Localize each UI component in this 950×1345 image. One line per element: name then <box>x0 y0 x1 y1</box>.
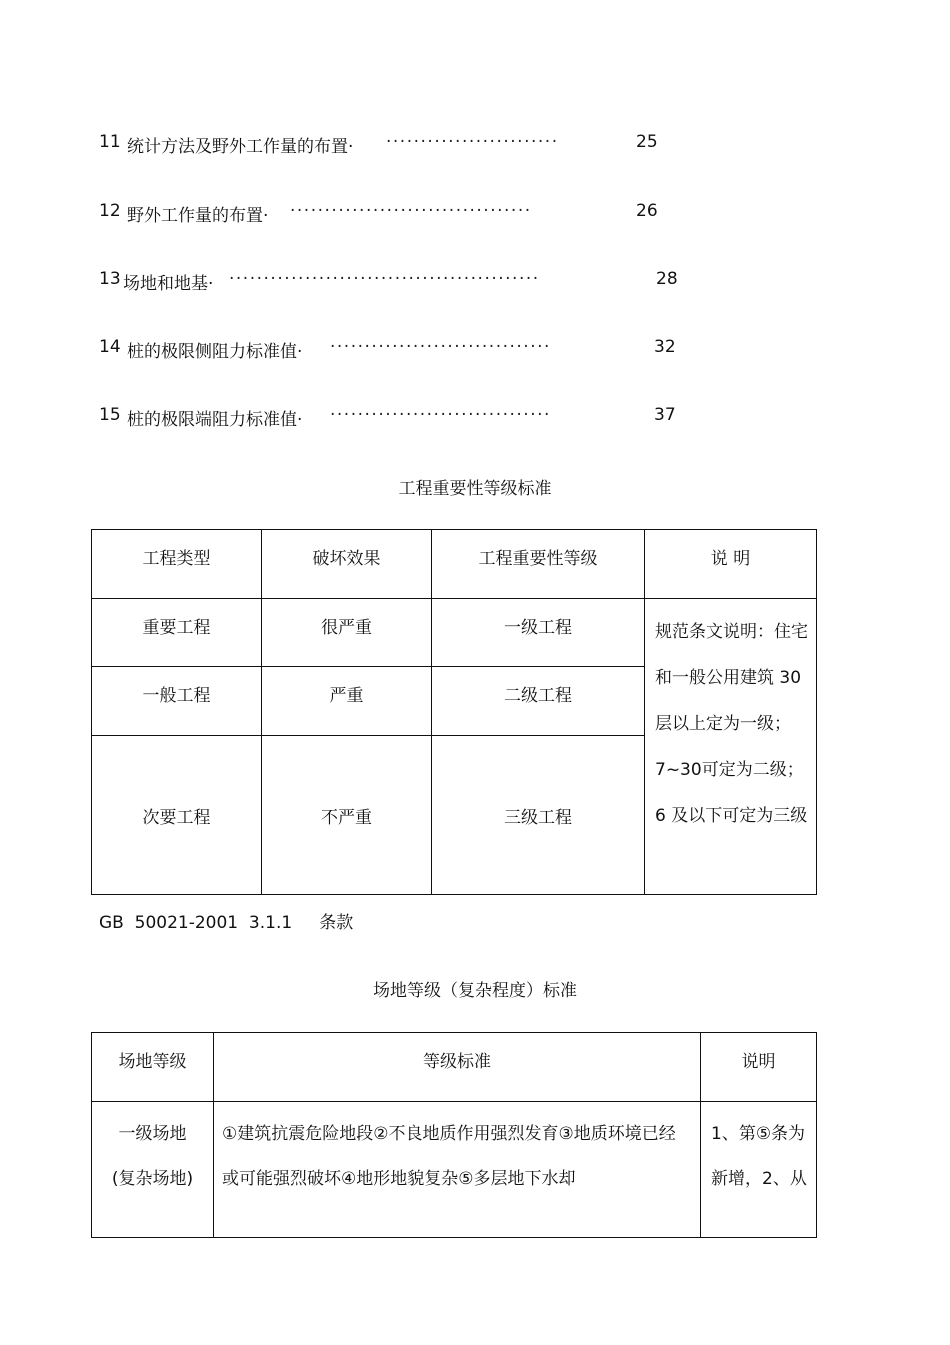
standard-reference: GB 50021-2001 3.1.1 条款 <box>99 913 354 933</box>
toc-number: 14 <box>99 337 121 357</box>
site-grade-table <box>91 1032 817 1238</box>
note-cell: 规范条文说明：住宅和一般公用建筑 30 层以上定为一级；7~30可定为二级；6 及以下可定为三级 <box>645 599 817 895</box>
importance-grade-cell: 二级工程 <box>432 667 645 736</box>
importance-grade-table <box>91 529 817 895</box>
header-project-type: 工程类型 <box>92 530 262 599</box>
toc-title: 统计方法及野外工作量的布置· <box>127 137 354 157</box>
toc-page-number: 37 <box>654 405 676 425</box>
damage-effect-cell: 严重 <box>262 667 432 736</box>
site-grade-label: 一级场地 <box>118 1124 187 1144</box>
toc-leader-dots: ································ <box>330 405 551 425</box>
importance-grade-cell: 三级工程 <box>432 736 645 895</box>
toc-page-number: 25 <box>636 132 658 152</box>
note-cell: 1、第⑤条为新增，2、从 <box>701 1102 817 1238</box>
damage-effect-cell: 不严重 <box>262 736 432 895</box>
toc-number: 12 <box>99 201 121 221</box>
importance-grade-cell: 一级工程 <box>432 599 645 667</box>
site-grade-cell <box>92 1102 214 1238</box>
damage-effect-cell: 很严重 <box>262 599 432 667</box>
toc-number: 13 <box>99 269 121 289</box>
toc-title: 桩的极限侧阻力标准值· <box>127 342 303 362</box>
header-importance-grade: 工程重要性等级 <box>432 530 645 599</box>
toc-title: 野外工作量的布置· <box>127 206 269 226</box>
toc-title: 场地和地基· <box>123 274 214 294</box>
header-site-grade: 场地等级 <box>92 1033 214 1102</box>
header-note: 说 明 <box>645 530 817 599</box>
project-type-cell: 一般工程 <box>92 667 262 736</box>
table-row <box>92 599 817 667</box>
toc-page-number: 26 <box>636 201 658 221</box>
table-row <box>92 1102 817 1238</box>
toc-title: 桩的极限端阻力标准值· <box>127 410 303 430</box>
project-type-cell: 重要工程 <box>92 599 262 667</box>
toc-leader-dots: ··································· <box>290 201 532 221</box>
toc-leader-dots: ································ <box>330 337 551 357</box>
toc-number: 11 <box>99 132 121 152</box>
grade-criteria-cell: ①建筑抗震危险地段②不良地质作用强烈发育③地质环境已经或可能强烈破坏④地形地貌复杂⑤多层地下水却 <box>214 1102 701 1238</box>
site-grade-sublabel: (复杂场地) <box>111 1169 194 1189</box>
table-header-row <box>92 1033 817 1102</box>
table2-title: 场地等级（复杂程度）标准 <box>373 981 577 1001</box>
table-header-row <box>92 530 817 599</box>
table1-title: 工程重要性等级标准 <box>398 479 552 499</box>
toc-page-number: 32 <box>654 337 676 357</box>
header-note: 说明 <box>701 1033 817 1102</box>
toc-page-number: 28 <box>656 269 678 289</box>
header-grade-criteria: 等级标准 <box>214 1033 701 1102</box>
toc-leader-dots: ························· <box>386 132 559 152</box>
header-damage-effect: 破坏效果 <box>262 530 432 599</box>
project-type-cell: 次要工程 <box>92 736 262 895</box>
toc-leader-dots: ············································· <box>229 269 540 289</box>
toc-number: 15 <box>99 405 121 425</box>
